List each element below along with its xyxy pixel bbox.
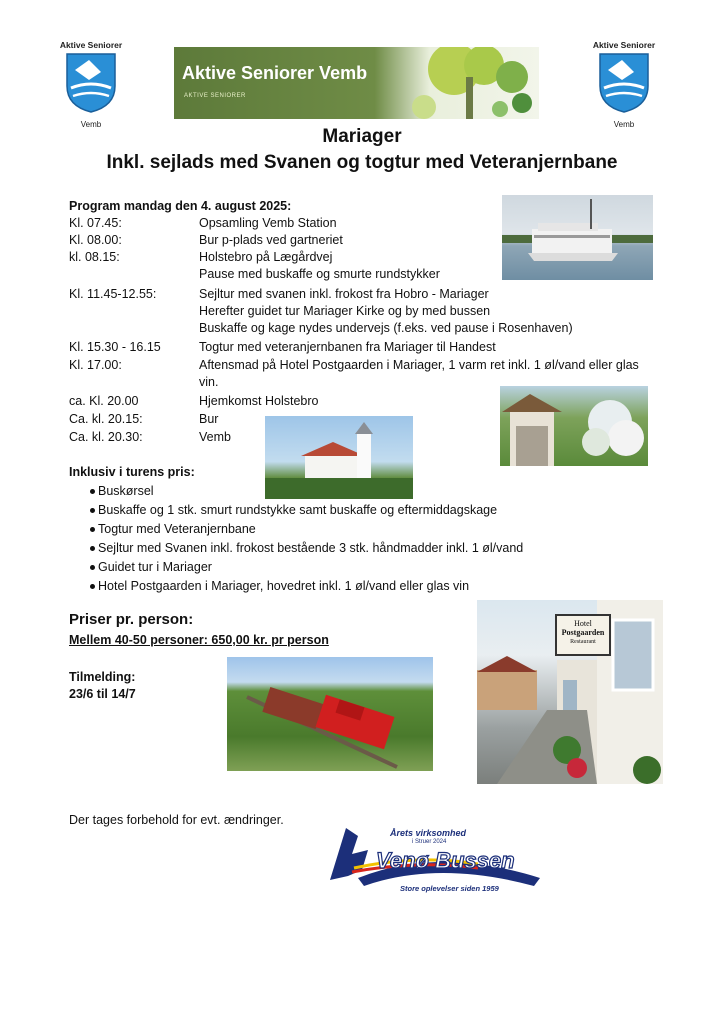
list-item: Sejltur med Svanen inkl. frokost bestående 3 stk. håndmadder inkl. 1 øl/vand <box>69 539 589 558</box>
program-heading: Program mandag den 4. august 2025: <box>69 199 292 213</box>
prices-heading: Priser pr. person: <box>69 611 194 628</box>
venoe-bussen-logo: Årets virksomhed i Struer 2024 Venø Bussen Store oplevelser siden 1959 <box>328 820 546 898</box>
train-photo <box>227 657 433 771</box>
disclaimer-text: Der tages forbehold for evt. ændringer. <box>69 813 284 827</box>
banner-subtitle: AKTIVE SENIORER <box>184 93 246 99</box>
hotel-photo <box>477 600 663 784</box>
crest-logo-left: Aktive Seniorer Vemb <box>59 40 123 129</box>
page-subtitle: Inkl. sejlads med Svanen og togtur med Veteranjernbane <box>106 152 618 173</box>
signup-heading: Tilmelding: <box>69 670 136 684</box>
tree-illustration-icon <box>404 47 539 119</box>
hotel-sign: Hotel Postgaarden Restaurant <box>555 614 611 656</box>
inclusive-heading: Inklusiv i turens pris: <box>69 465 195 479</box>
garden-photo <box>500 386 648 466</box>
page-title: Mariager <box>322 126 402 147</box>
signup-dates: 23/6 til 14/7 <box>69 687 136 701</box>
list-item: Buskaffe og 1 stk. smurt rundstykke samt buskaffe og eftermiddagskage <box>69 501 589 520</box>
train-icon <box>227 657 433 771</box>
crest-shield-icon <box>61 50 121 114</box>
list-item: Guidet tur i Mariager <box>69 558 589 577</box>
price-line: Mellem 40-50 personer: 650,00 kr. pr person <box>69 633 329 647</box>
header-banner <box>174 47 539 119</box>
crest-shield-icon <box>594 50 654 114</box>
banner-title: Aktive Seniorer Vemb <box>182 63 368 83</box>
inclusive-list <box>69 482 589 596</box>
ship-photo <box>502 195 653 280</box>
gazebo-icon <box>500 386 648 466</box>
list-item: Togtur med Veteranjernbane <box>69 520 589 539</box>
crest-logo-right: Aktive Seniorer Vemb <box>592 40 656 129</box>
ship-icon <box>502 195 653 280</box>
list-item: Hotel Postgaarden i Mariager, hovedret inkl. 1 øl/vand eller glas vin <box>69 577 589 596</box>
list-item: Buskørsel <box>69 482 589 501</box>
